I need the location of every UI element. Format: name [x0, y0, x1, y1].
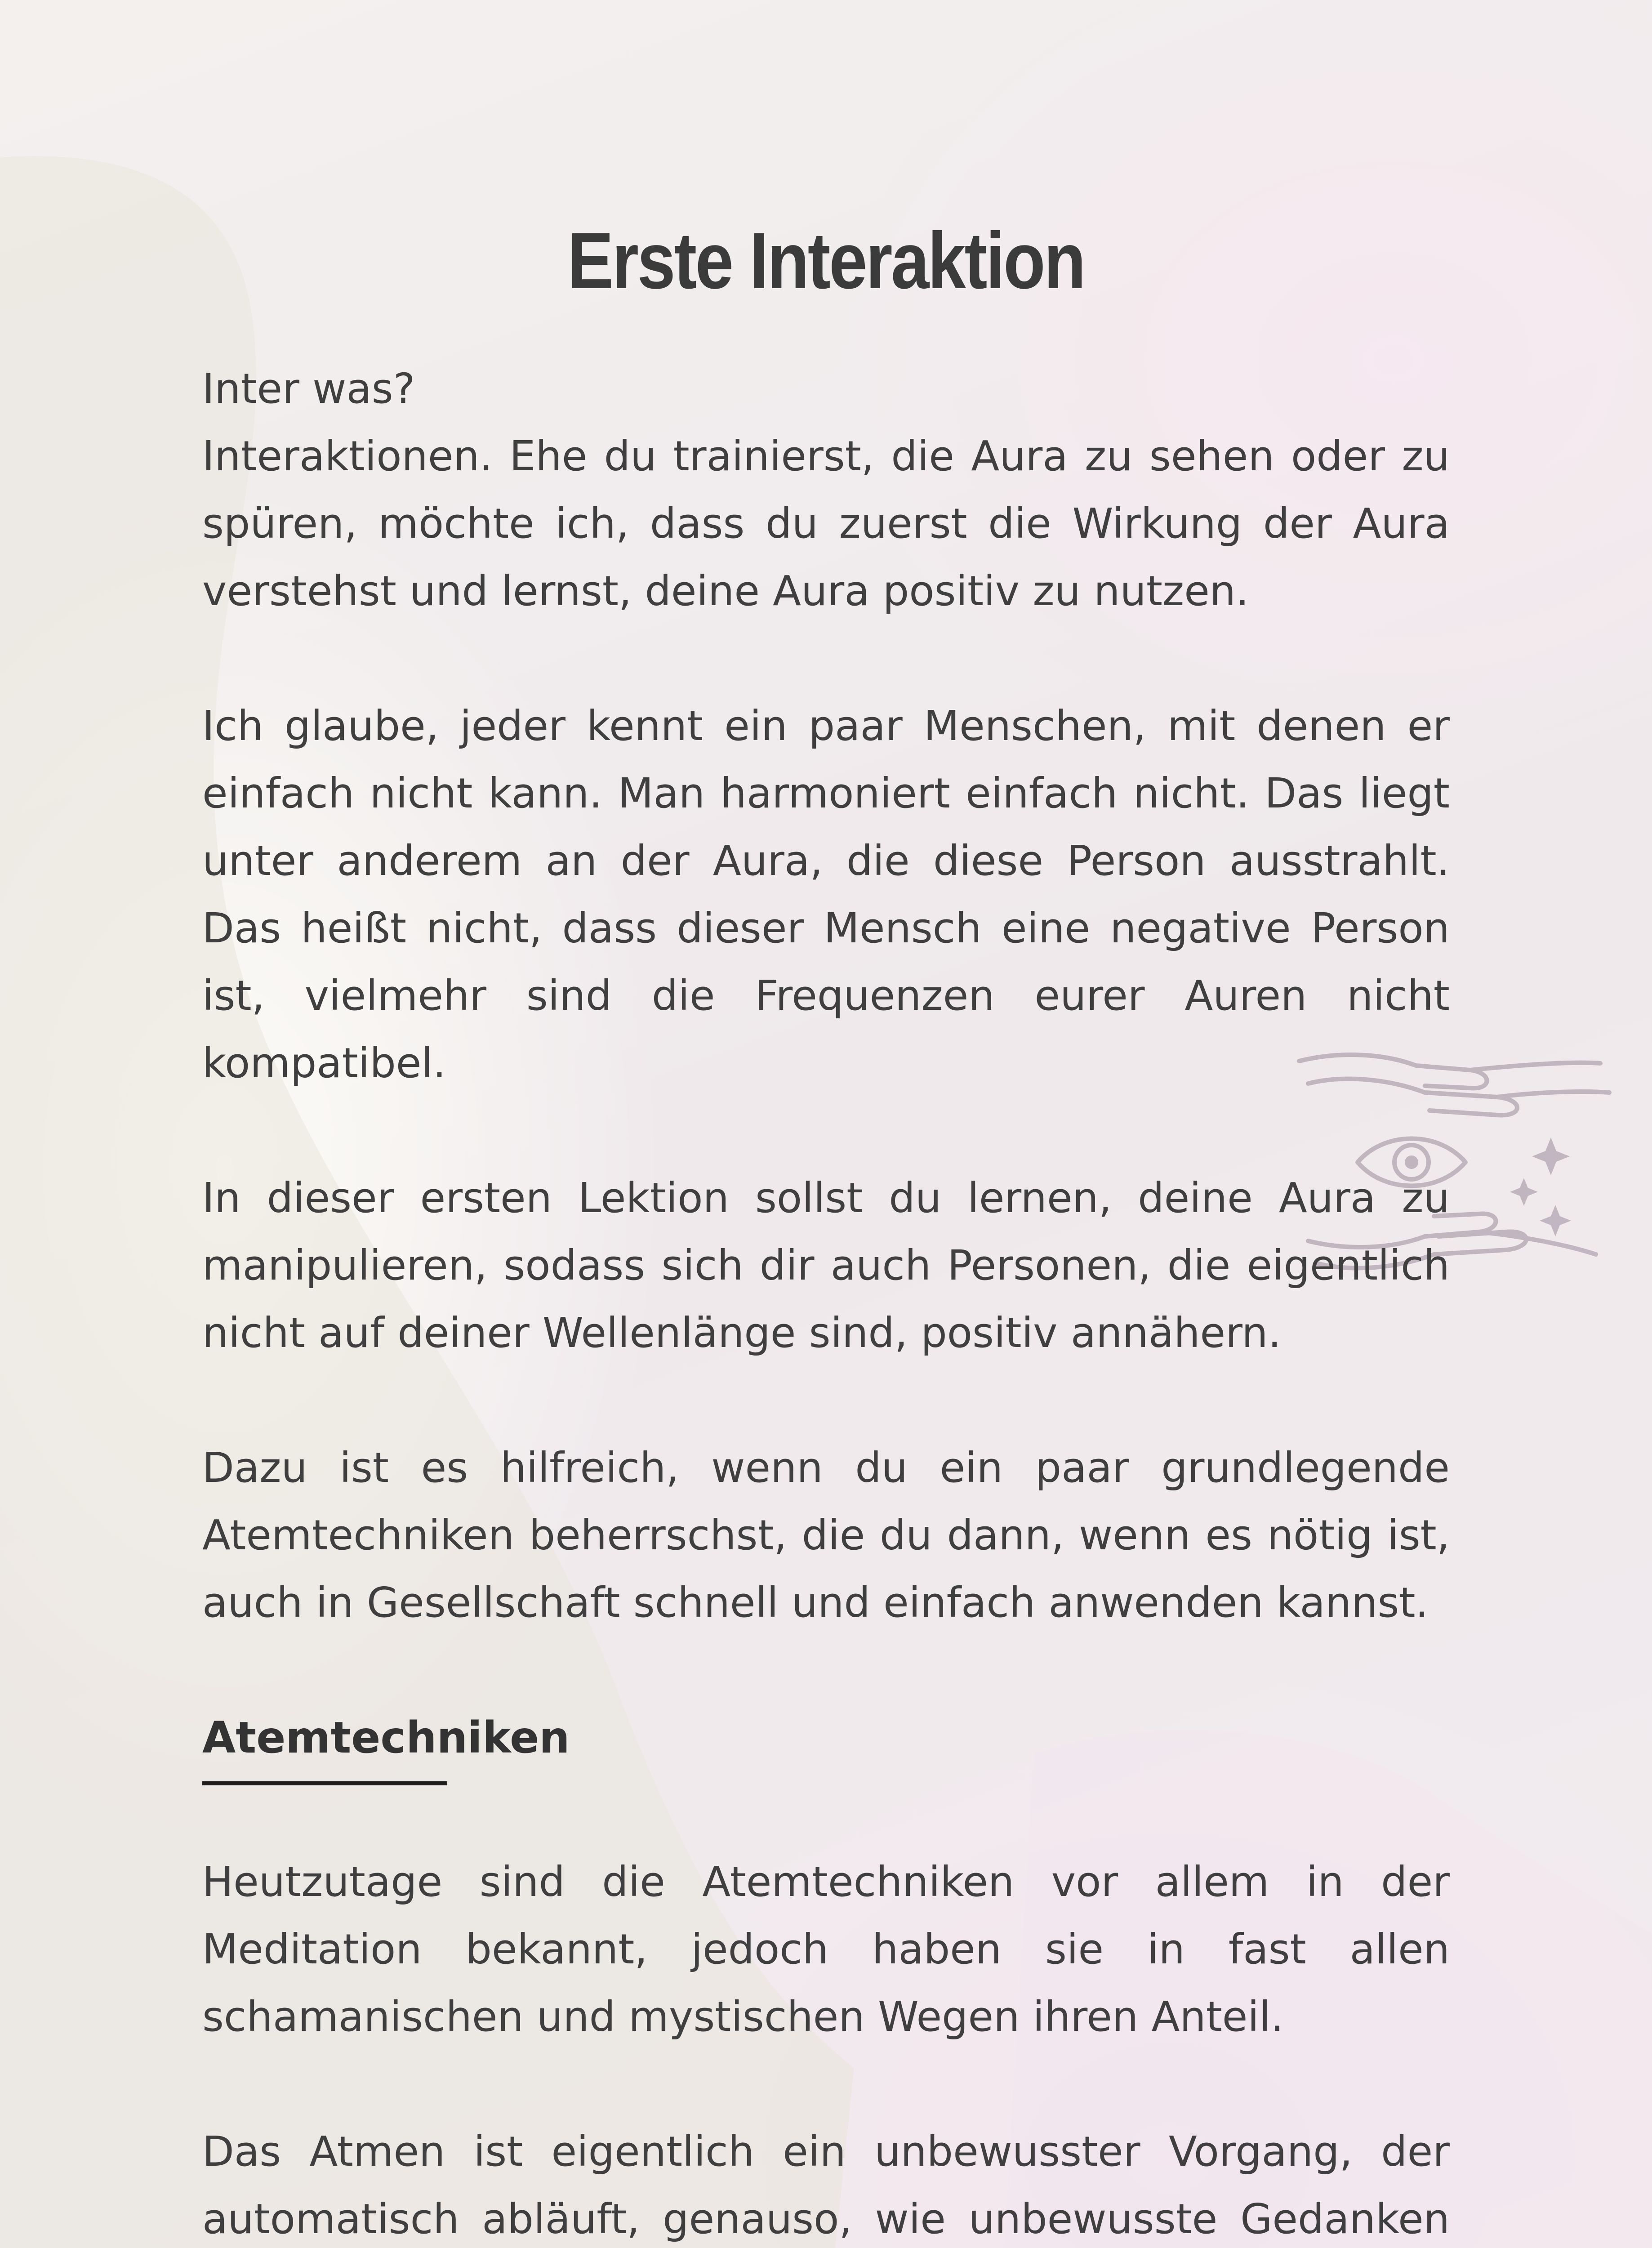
page-title: Erste Interaktion: [567, 216, 1085, 305]
section-heading: Atemtechniken: [202, 1713, 570, 1763]
body-paragraph-4: Dazu ist es hilfreich, wenn du ein paar grundlegende Atemtechniken beherrschst, die du dann, wenn es nötig ist, auch in Gesellschaft schnell und einfach anwenden kannst.: [202, 1444, 1450, 1627]
body-paragraph-1: Inter was? Interaktionen. Ehe du trainierst, die Aura zu sehen oder zu spüren, möchte ich, dass du zuerst die Wirkung der Aura verstehst und lernst, deine Aura positiv zu nutzen.: [202, 365, 1450, 615]
body-paragraph-2: Ich glaube, jeder kennt ein paar Menschen, mit denen er einfach nicht kann. Man harmoniert einfach nicht. Das liegt unter anderem an der Aura, die diese Person ausstrahlt. Das heißt nicht, dass dieser Mensch eine negative Person ist, vielmehr sind die Frequenzen eurer Auren nicht kompatibel.: [202, 702, 1450, 1087]
body-paragraph-3: In dieser ersten Lektion sollst du lernen, deine Aura zu manipulieren, sodass sich dir auch Personen, die eigentlich nicht auf deiner Wellenlänge sind, positiv annähern.: [202, 1174, 1450, 1357]
section-paragraph-1: Heutzutage sind die Atemtechniken vor allem in der Meditation bekannt, jedoch haben sie in fast allen schamanischen und mystischen Wegen ihren Anteil.: [202, 1858, 1450, 2041]
body-text: [202, 355, 1450, 2248]
section-paragraph-2: Das Atmen ist eigentlich ein unbewusster Vorgang, der automatisch abläuft, genauso, wie unbewusste Gedanken: [202, 2128, 1450, 2243]
heading-underline: [202, 1781, 447, 1785]
